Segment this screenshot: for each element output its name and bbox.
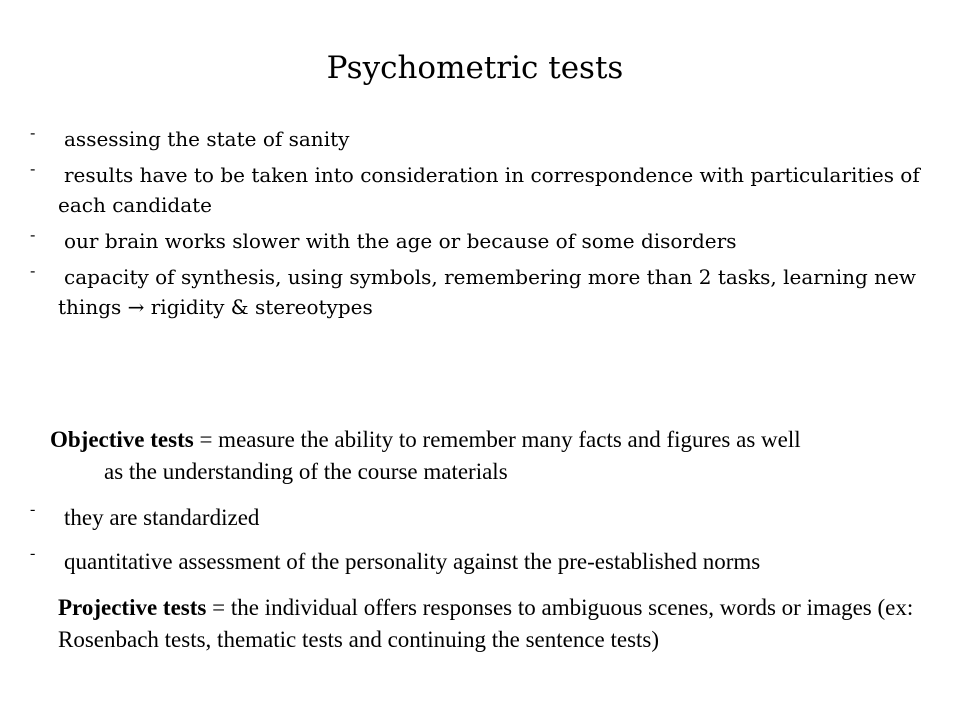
bullet-text: quantitative assessment of the personality against the pre-established norms [64,549,761,574]
bullet-marker: - [30,225,36,244]
bullet-marker: - [30,123,36,142]
bullet-text: our brain works slower with the age or because of some disorders [64,229,737,253]
bottom-bullet-list [30,502,950,590]
projective-tests-definition [58,592,938,656]
bullet-item [30,502,950,534]
bullet-item [30,546,950,578]
objective-tests-term: Objective tests [50,427,194,452]
slide-title: Psychometric tests [326,50,624,86]
objective-tests-definition [50,424,940,488]
bullet-item [30,160,930,220]
bullet-item [30,124,930,154]
bullet-item [30,262,930,322]
objective-tests-text-line2: as the understanding of the course materials [104,459,508,484]
top-bullet-list [30,124,930,328]
bullet-text: they are standardized [64,505,260,530]
bullet-marker: - [30,261,36,280]
projective-tests-term: Projective tests [58,595,207,620]
bullet-item [30,226,930,256]
bullet-marker: - [30,501,36,518]
bullet-marker: - [30,545,36,562]
bullet-text: assessing the state of sanity [64,127,350,151]
projective-tests-text: = the individual offers responses to ambiguous scenes, words or images (ex: Rosenbach tests, thematic tests and continuing the sentence tests) [58,595,914,652]
bullet-text: capacity of synthesis, using symbols, remembering more than 2 tasks, learning new things → rigidity & stereotypes [58,265,917,319]
bullet-text: results have to be taken into consideration in correspondence with particularities of each candidate [58,163,920,217]
objective-tests-text-line1: = measure the ability to remember many facts and figures as well [193,427,801,452]
bullet-marker: - [30,159,36,178]
